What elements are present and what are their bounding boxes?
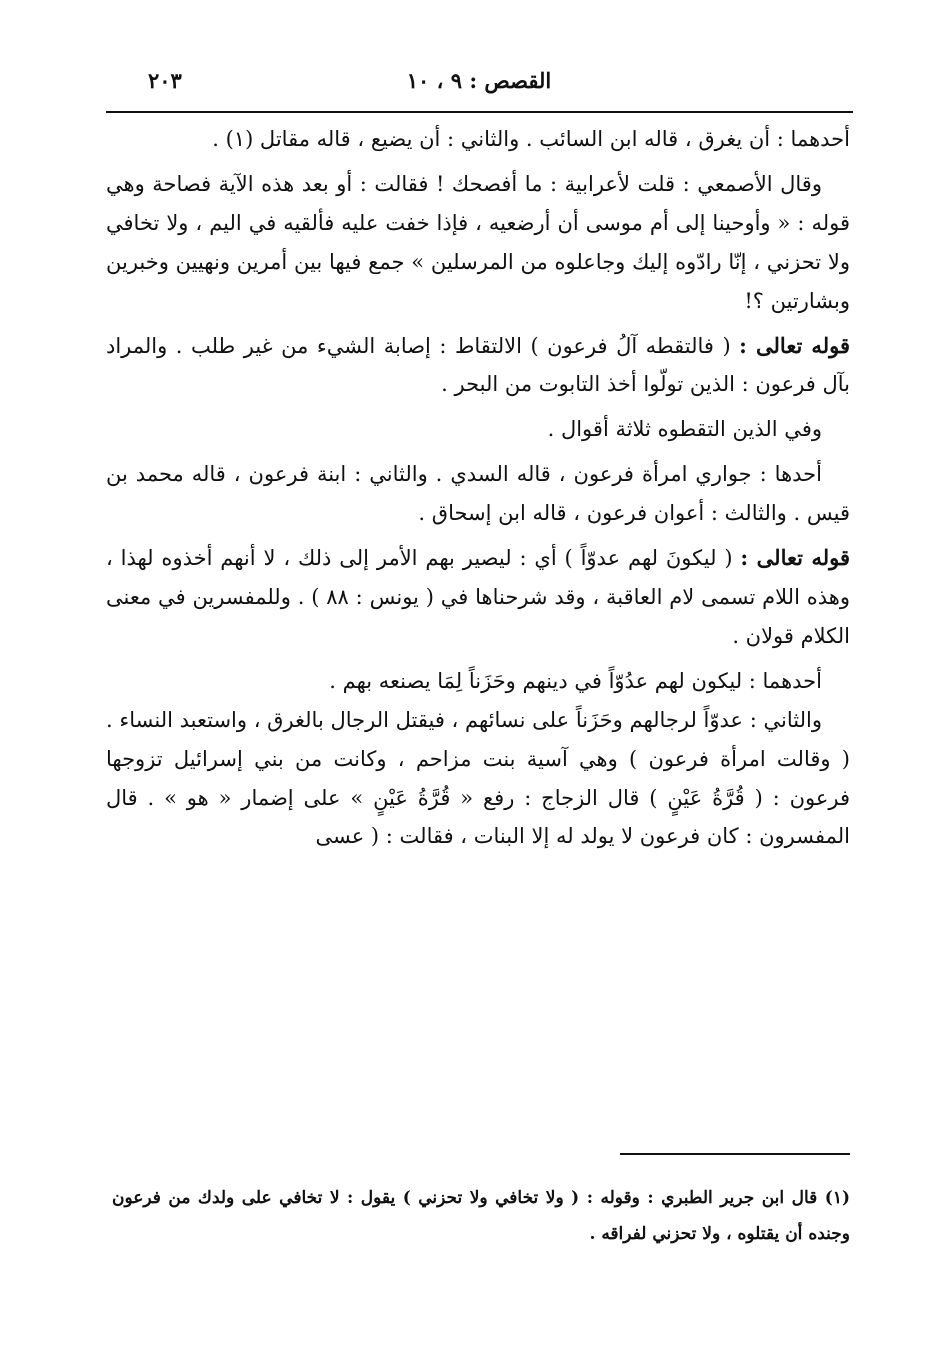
verse-label: قوله تعالى : xyxy=(740,545,850,571)
paragraph-7: أحدهما : ليكون لهم عدُوّاً في دينهم وحَزَناً لِمَا يصنعه بهم . xyxy=(329,668,822,693)
paragraph-8: والثاني : عدوّاً لرجالهم وحَزَناً على نسائهم ، فيقتل الرجال بالغرق ، واستعبد النساء . ( وقالت امرأة فرعون ) وهي آسية بنت مزاحم ، وكانت من بني إسرائيل تزوجها فرعون : ( قُرَّةُ عَيْنٍ ) قال الزجاج : رفع « قُرَّةُ عَيْنٍ » على إضمار « هو » . قال المفسرون : كان فرعون لا يولد له إلا البنات ، فقالت : ( عسى xyxy=(106,707,850,849)
paragraph-1: أحدهما : أن يغرق ، قاله ابن السائب . والثاني : أن يضيع ، قاله مقاتل (١) . xyxy=(212,127,850,151)
running-header xyxy=(108,62,850,102)
paragraph-4: وفي الذين التقطوه ثلاثة أقوال . xyxy=(547,417,822,442)
footnote-text: (١) قال ابن جرير الطبري : وقوله : ( ولا تخافي ولا تحزني ) يقول : لا تخافي على ولدك من فرعون وجنده أن يقتلوه ، ولا تحزني لفراقه . xyxy=(112,1188,850,1244)
footnote-rule xyxy=(620,1153,850,1155)
paragraph-6 xyxy=(106,539,850,656)
paragraph-3 xyxy=(106,327,850,405)
paragraph-5: أحدها : جواري امرأة فرعون ، قاله السدي . والثاني : ابنة فرعون ، قاله محمد بن قيس . والثالث : أعوان فرعون ، قاله ابن إسحاق . xyxy=(106,462,850,526)
paragraph-3-text: ( فالتقطه آلُ فرعون ) الالتقاط : إصابة الشيء من غير طلب . والمراد بآل فرعون : الذين تولّوا أخذ التابوت من البحر . xyxy=(106,333,850,397)
paragraph-6-text: ( ليكونَ لهم عدوّاً ) أي : ليصير بهم الأمر إلى ذلك ، لا أنهم أخذوه لهذا ، وهذه اللام تسمى لام العاقبة ، وقد شرحناها في ( يونس : ٨٨ ) . وللمفسرين في معنى الكلام قولان . xyxy=(106,546,850,648)
verse-label: قوله تعالى : xyxy=(739,332,850,358)
paragraph-2: وقال الأصمعي : قلت لأعرابية : ما أفصحك ! فقالت : أو بعد هذه الآية فصاحة وهي قوله : « وأوحينا إلى أم موسى أن أرضعيه ، فإذا خفت عليه فألقيه في اليم ، ولا تخافي ولا تحزني ، إنّا رادّوه إليك وجاعلوه من المرسلين » جمع فيها بين أمرين ونهيين وخبرين وبشارتين ؟! xyxy=(106,171,850,313)
page-number: ٢٠٣ xyxy=(148,68,182,93)
main-text xyxy=(106,120,850,856)
header-rule xyxy=(106,111,853,113)
surah-verse-header: القصص : ٩ ، ١٠ xyxy=(406,68,552,93)
footnote xyxy=(112,1180,850,1252)
